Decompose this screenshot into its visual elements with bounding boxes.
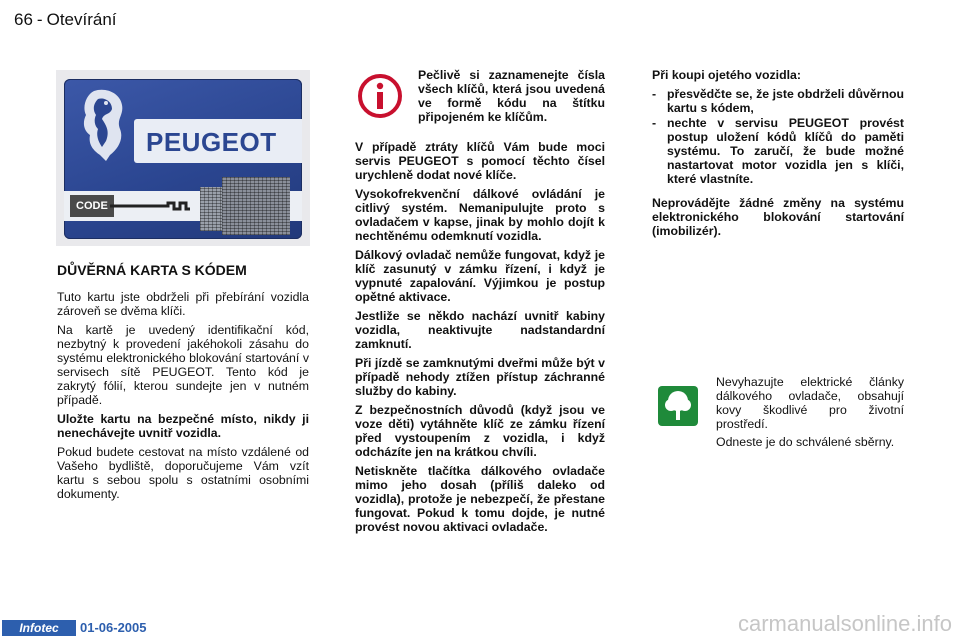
paragraph: Tuto kartu jste obdrželi při přebírání vozidla zároveň se dvěma klíči.: [57, 290, 309, 318]
info-note: Pečlivě si zaznamenejte čísla všech klíčů, která jsou uvedená ve formě kódu na štítku připojeném ke klíčům.: [418, 68, 605, 124]
card-brand-text: PEUGEOT: [146, 127, 277, 157]
list-item-text: nechte v servisu PEUGEOT provést postup uložení kódů klíčů do paměti systému. To zaručí, že bude možné nastartovat motor vozidla jen s klíči, které vlastníte.: [667, 116, 904, 186]
page-header: [14, 10, 117, 30]
paragraph: Na kartě je uvedený identifikační kód, nezbytný k provedení jakéhokoli zásahu do systému elektronického blokování startování v servisech sítě PEUGEOT. Tento kód je zakrytý fólií, kterou sundejte jen v nutném případě.: [57, 323, 309, 407]
used-vehicle-list: [652, 87, 904, 186]
infotec-badge: Infotec: [2, 620, 76, 636]
tree-icon: [658, 386, 698, 426]
paragraph-emphasis: Uložte kartu na bezpečné místo, nikdy ji nenechávejte uvnitř vozidla.: [57, 412, 309, 440]
peugeot-lion-logo: [76, 85, 134, 163]
code-cover-foil: [222, 177, 290, 235]
list-heading: Při koupi ojetého vozidla:: [652, 68, 801, 82]
paragraph: Pokud budete cestovat na místo vzdálené od Vašeho bydliště, doporučujeme Vám vzít kartu s sebou spolu s ostatními osobními dokumenty.: [57, 445, 309, 501]
footer-date: 01-06-2005: [80, 620, 147, 635]
watermark: carmanualsonline.info: [737, 611, 952, 636]
paragraph: Při jízdě se zamknutými dveřmi může být v případě nehody ztížen přístup záchranné služby do kabiny.: [355, 356, 605, 398]
page-title: Otevírání: [46, 10, 117, 29]
key-icon: [108, 196, 192, 216]
key-card-image: [64, 79, 302, 239]
section-title: DŮVĚRNÁ KARTA S KÓDEM: [57, 262, 247, 278]
paragraph: Netiskněte tlačítka dálkového ovladače mimo jeho dosah (příliš daleko od vozidla), protože je nebezpečí, že přestane fungovat. Pokud k tomu dojde, je nutné provést novou aktivaci ovladače.: [355, 464, 605, 534]
list-item: - nechte v servisu PEUGEOT provést postup uložení kódů klíčů do paměti systému. To zaručí, že bude možné nastartovat motor vozidla jen s klíči, které vlastníte.: [652, 116, 904, 186]
paragraph: V případě ztráty klíčů Vám bude moci servis PEUGEOT s pomocí těchto čísel urychleně dodat nové klíče.: [355, 140, 605, 182]
right-column: [652, 68, 904, 243]
environment-note: [716, 375, 904, 453]
page-number: 66: [14, 10, 33, 29]
paragraph: Odneste je do schválené sběrny.: [716, 435, 895, 449]
paragraph: Nevyhazujte elektrické články dálkového ovladače, obsahují kovy škodlivé pro životní prostředí.: [716, 375, 904, 431]
paragraph: Z bezpečnostních důvodů (když jsou ve voze děti) vytáhněte klíč ze zámku řízení před vystoupením z vozidla, i když odcházíte jen na krátkou chvíli.: [355, 403, 605, 459]
list-item-text: přesvědčte se, že jste obdrželi důvěrnou kartu s kódem,: [667, 87, 904, 115]
paragraph: Jestliže se někdo nachází uvnitř kabiny vozidla, neaktivujte nadstandardní zamknutí.: [355, 309, 605, 351]
warning-text: Neprovádějte žádné změny na systému elektronického blokování startování (imobilizér).: [652, 196, 904, 238]
paragraph: Dálkový ovladač nemůže fungovat, když je klíč zasunutý v zámku řízení, i když je vypnuté zapalování. Výjimkou je postup opětné aktivace.: [355, 248, 605, 304]
list-item: - přesvědčte se, že jste obdrželi důvěrnou kartu s kódem,: [652, 87, 904, 115]
header-separator: -: [36, 10, 43, 29]
middle-column: [355, 140, 605, 539]
paragraph: Vysokofrekvenční dálkové ovládání je citlivý systém. Nemanipulujte proto s ovladačem v kapse, jinak by mohlo dojít k nechtěnému odemknutí vozidla.: [355, 187, 605, 243]
info-icon: [357, 73, 403, 119]
left-column: [57, 290, 309, 506]
code-label: CODE: [70, 195, 114, 217]
